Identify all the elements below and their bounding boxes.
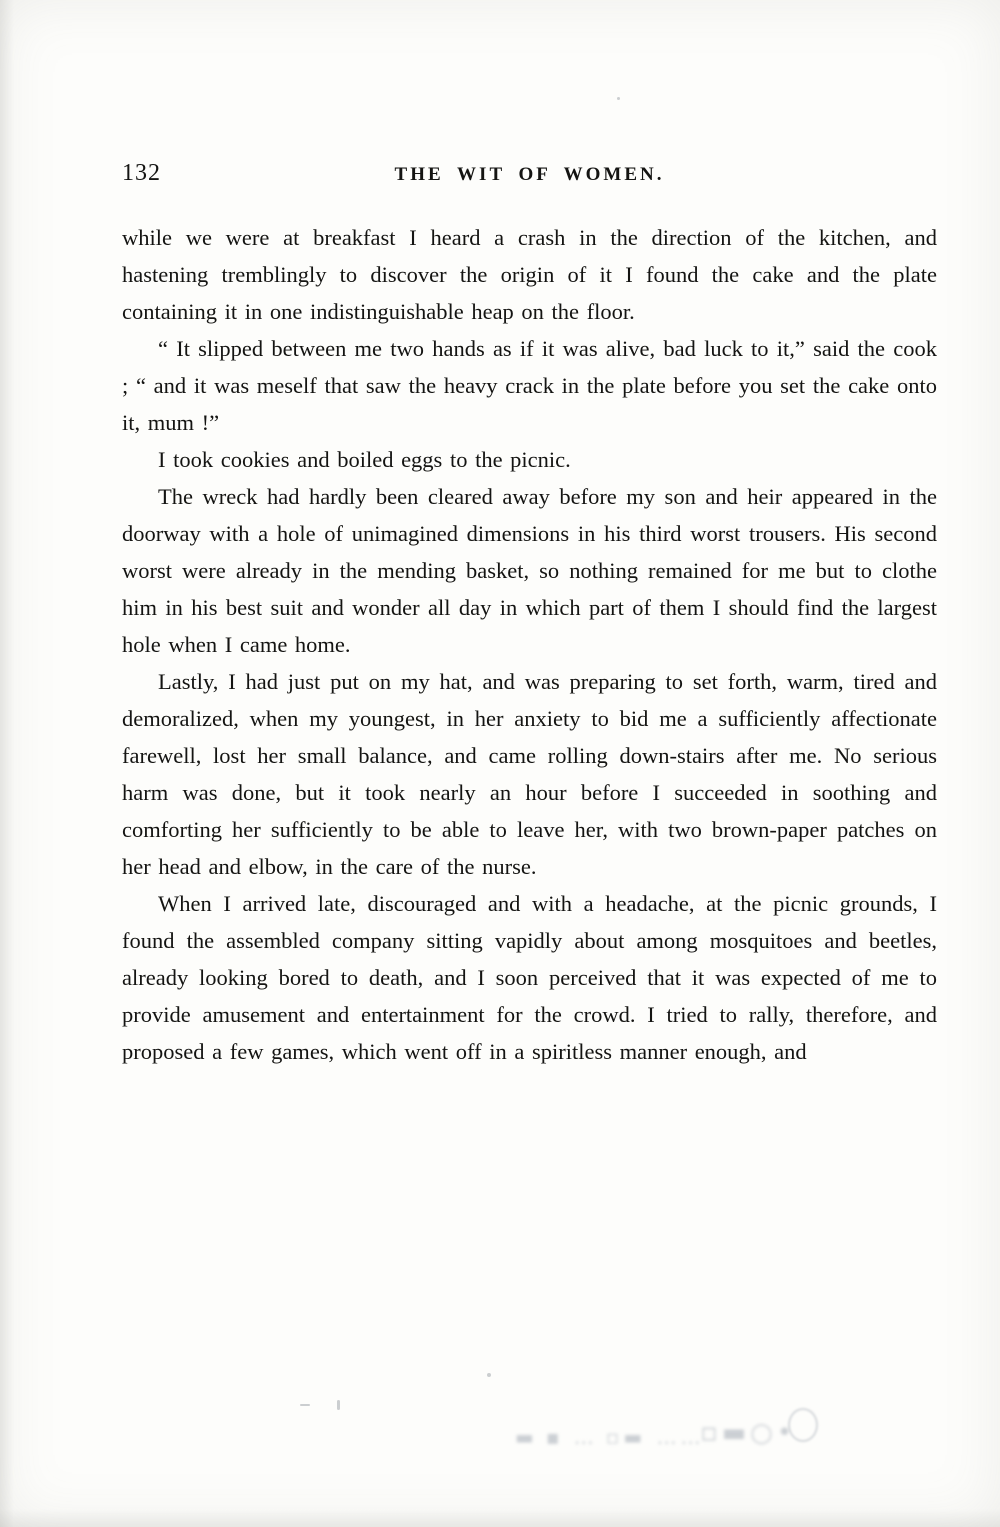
scan-smudge: ▫▬○• [700, 1418, 806, 1448]
page-body-text [122, 219, 937, 1070]
paragraph: When I arrived late, discouraged and with a headache, at the picnic grounds, I found the assembled company sitting vapidly about among mosquitoes and beetles, already looking bored to death, and I soon perceived that it was expected of me to provide amusement and entertainment for the crowd. I tried to rally, therefore, and proposed a few games, which went off in a spiritless manner enough, and [122, 891, 937, 1064]
scan-speck [617, 97, 620, 100]
scan-speck [337, 1400, 340, 1410]
scan-smudge: ▬ ▪ … ▫▬ …… [515, 1425, 705, 1449]
running-title: THE WIT OF WOMEN. [394, 164, 665, 185]
paragraph: I took cookies and boiled eggs to the picnic. [158, 447, 571, 472]
scan-speck [300, 1404, 310, 1406]
page-number: 132 [122, 160, 161, 186]
paragraph: while we were at breakfast I heard a crash in the direction of the kitchen, and hastening tremblingly to discover the origin of it I found the cake and the plate containing it in one indistinguishable heap on the floor. [122, 225, 937, 324]
scan-smudge-ring [788, 1408, 818, 1442]
paragraph: “ It slipped between me two hands as if it was alive, bad luck to it,” said the cook ; “ and it was meself that saw the heavy crack in the plate before you set the cake onto it, mum !” [122, 336, 937, 435]
paragraph: Lastly, I had just put on my hat, and was preparing to set forth, warm, tired and demoralized, when my youngest, in her anxiety to bid me a sufficiently affectionate farewell, lost her small balance, and came rolling down-stairs after me. No serious harm was done, but it took nearly an hour before I succeeded in soothing and comforting her sufficiently to be able to leave her, with two brown-paper patches on her head and elbow, in the care of the nurse. [122, 669, 937, 879]
scan-speck [487, 1373, 491, 1377]
page-header [122, 160, 937, 192]
paragraph: The wreck had hardly been cleared away before my son and heir appeared in the doorway with a hole of unimagined dimensions in his third worst trousers. His second worst were already in the mending basket, so nothing remained for me but to clothe him in his best suit and wonder all day in which part of them I should find the largest hole when I came home. [122, 484, 937, 657]
